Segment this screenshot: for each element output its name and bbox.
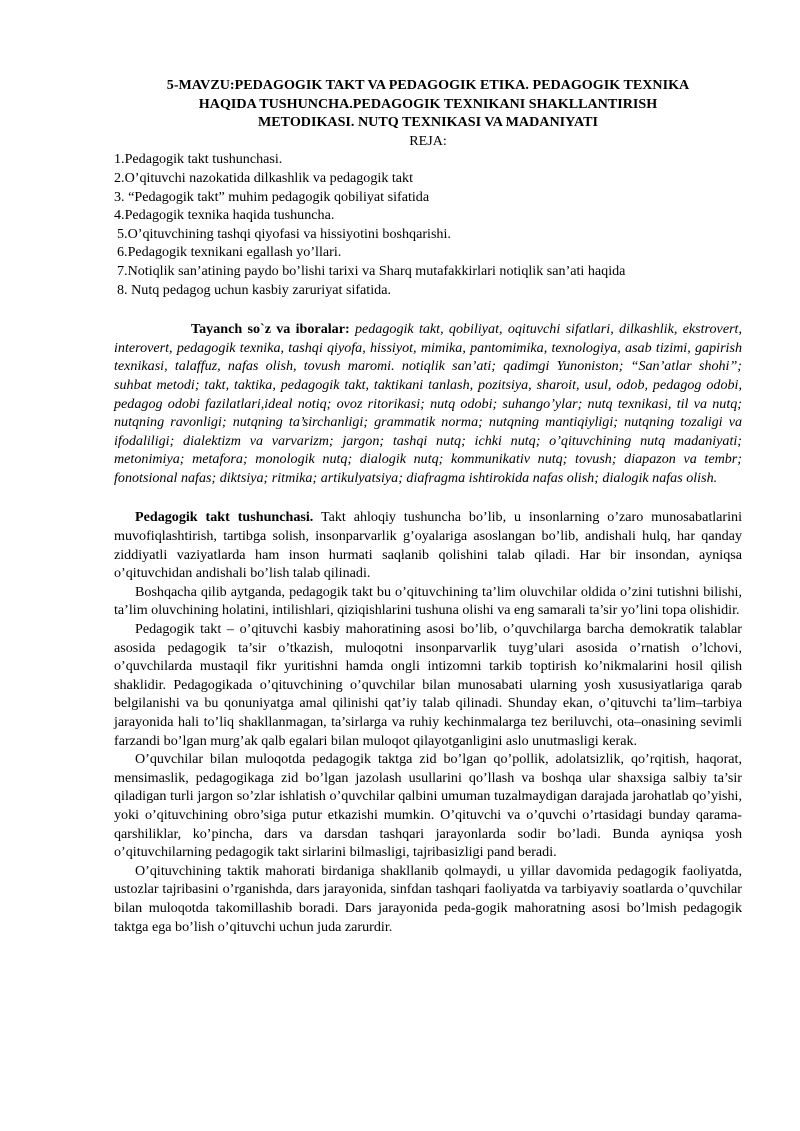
plan-item: 5.O’qituvchining tashqi qiyofasi va hissiyotini boshqarishi. bbox=[117, 225, 451, 242]
document-page bbox=[114, 76, 742, 936]
plan-item: 1.Pedagogik takt tushunchasi. bbox=[114, 151, 283, 168]
plan-item: 2.O’qituvchi nazokatida dilkashlik va pedagogik takt bbox=[114, 169, 414, 186]
plan-item: 6.Pedagogik texnikani egallash yo’llari. bbox=[117, 244, 342, 261]
plan-heading: REJA: bbox=[409, 132, 447, 149]
section-heading: Pedagogik takt tushunchasi. bbox=[135, 509, 314, 526]
plan-item: 8. Nutq pedagog uchun kasbiy zaruriyat sifatida. bbox=[117, 281, 391, 298]
body-paragraph: O’quvchilar bilan muloqotda pedagogik taktga zid bo’lgan qo’pollik, adolatsizlik, qo’rqitish, haqorat, mensimaslik, pedagogikaga zid bo’lgan jazolash usullarini qo’llash va boshqa ular shaxsiga salbiy ta’sir qiladigan turli jargon so’zlar ishlatish o’quvchilar qalbini umuman tuzalmaydigan darajada jarohatlab qo’yishi, yoki o’qituvchining obro’siga putur etkazishi mumkin. O’qituvchi va o’quvchi o’rtasidagi bunday qarama-qarshiliklar, ko’pincha, dars va darsdan tashqari jarayonlarda sodir bo’ladi. Bunda ayniqsa yosh o’qituvchilarning pedagogik takt sirlarini bilmasligi, tajribasizligi pand beradi. bbox=[114, 751, 742, 861]
plan-list bbox=[114, 150, 742, 299]
body-paragraph: O’qituvchining taktik mahorati birdaniga shakllanib qolmaydi, u yillar davomida pedagogik faoliyatda, ustozlar tajribasini o’rganishda, dars jarayonida, sinfdan tashqari faoliyatda va tarbiyaviy soatlarda o’quvchilar bilan muloqotda takomillashib boradi. Dars jarayonida peda-gogik mahoratning asosi bo’lmish pedagogik taktga ega bo’lish o’qituvchi uchun juda zarurdir. bbox=[114, 862, 742, 935]
body-paragraph: Boshqacha qilib aytganda, pedagogik takt bu o’qituvchining ta’lim oluvchilar oldida o’zini tutishni bilishi, ta’lim oluvchining holatini, intilishlari, qiziqishlarini tushuna olishi va eng samarali ta’sir yo’lini topa olishidir. bbox=[114, 583, 742, 619]
title-line-1: 5-MAVZU:PEDAGOGIK TAKT VA PEDAGOGIK ETIKA. PEDAGOGIK TEXNIKA bbox=[166, 77, 690, 93]
title-line-2: HAQIDA TUSHUNCHA.PEDAGOGIK TEXNIKANI SHAKLLANTIRISH bbox=[198, 95, 658, 112]
title-line-3: METODIKASI. NUTQ TEXNIKASI VA MADANIYATI bbox=[257, 114, 599, 131]
body-paragraph: Pedagogik takt – o’qituvchi kasbiy mahoratining asosi bo’lib, o’quvchilarga barcha demokratik talablar asosida pedagogik ta’sir o’tkazish, muloqotni insonparvarlik tuyg’ulari asosida o’rnatish o’lchovi, o’quvchilarda mustaqil fikr yuritishni hamda ongli intizomni tarkib toptirish ko’nikmalarini hosil qilish shaklidir. Pedagogikada o’qituvchining o’quvchilar bilan munosabati ularning yosh xususiyatlariga qarab belgilanishi va bu qonuniyatga amal qilinishi qat’iy talab qilinadi. Shunday ekan, o’qituvchi ta’lim–tarbiya jarayonida hali to’liq shakllanmagan, ta’sirlarga va ruhiy kechinmalarga tez beriluvchi, ota–onasining sevimli farzandi bo’lgan murg’ak qalb egalari bilan muloqot qilayotganligini aslo unutmasligi kerak. bbox=[114, 621, 742, 749]
section-intro-paragraph bbox=[114, 508, 742, 582]
keywords-paragraph bbox=[114, 320, 742, 487]
plan-item: 3. “Pedagogik takt” muhim pedagogik qobiliyat sifatida bbox=[114, 188, 430, 205]
keywords-label: Tayanch so`z va iboralar: bbox=[191, 321, 350, 338]
document-title bbox=[114, 76, 742, 132]
keywords-text: pedagogik takt, qobiliyat, oqituvchi sifatlari, dilkashlik, ekstrovert, interovert, pedagogik texnika, tashqi qiyofa, hissiyot, mimika, pantomimika, texnologiya, asab tizimi, gapirish texnikasi, talaffuz, nafas olish, tovush maromi. notiqlik san’ati; qadimgi Yunoniston; “San’atlar shohi”; suhbat metodi; takt, taktika, pedagogik takt, taktikani tanlash, pozitsiya, sharoit, usul, odob, pedagog odobi, pedagog odobi fazilatlari,ideal notiq; ovoz ritorikasi; nutq odobi; suhango’ylar; nutq texnikasi, til va nutq; nutqning ravonligi; nutqning ta’sirchanligi; grammatik norma; nutqning mantiqiyligi; nutqning tozaligi va ifodaliligi; dialektizm va varvarizm; jargon; tashqi nutq; ichki nutq; o’qituvchining nutq madaniyati; metonimiya; metafora; monologik nutq; dialogik nutq; kommunikativ nutq; tovush; diapazon va tembr; fonotsional nafas; diktsiya; ritmika; artikulyatsiya; diafragma ishtirokida nafas olish; dialogik nafas olish. bbox=[114, 321, 742, 486]
plan-item: 7.Notiqlik san’atining paydo bo’lishi tarixi va Sharq mutafakkirlari notiqlik san’ati haqida bbox=[117, 262, 626, 279]
section-intro-text: Takt ahloqiy tushuncha bo’lib, u insonlarning o’zaro munosabatlarini muvofiqlashtirish, tartibga solish, insonparvarlik g’oyalariga asoslangan bo’lib, andishali hulq, har qanday ziddiyatli vaziyatlarda ham inson hurmati saqlanib qolishini talab qiladi. Har bir insondan, ayniqsa o’qituvchidan andishali bo’lish talab qilinadi. bbox=[114, 509, 742, 582]
plan-item: 4.Pedagogik texnika haqida tushuncha. bbox=[114, 207, 335, 224]
